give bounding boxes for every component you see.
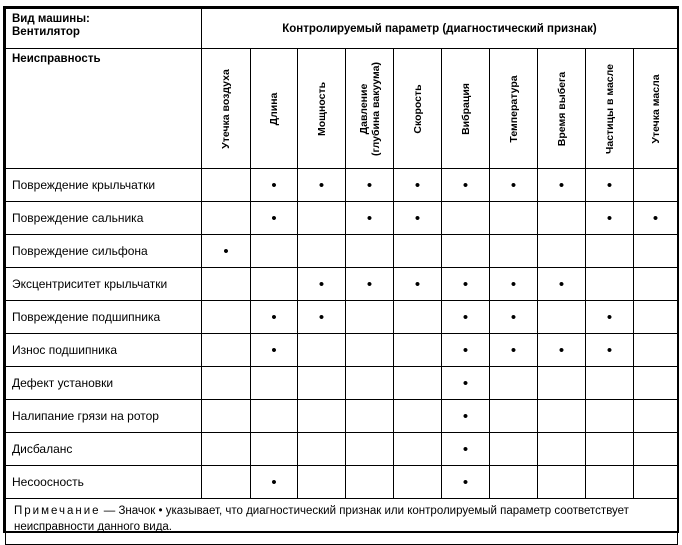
empty-cell (346, 334, 394, 367)
mark-dot: • (442, 433, 490, 466)
mark-dot: • (442, 400, 490, 433)
fault-label: Повреждение крыльчатки (6, 169, 202, 202)
empty-cell (634, 466, 678, 499)
mark-dot: • (490, 169, 538, 202)
empty-cell (346, 367, 394, 400)
fault-label: Налипание грязи на ротор (6, 400, 202, 433)
param-label-line1: Мощность (315, 81, 328, 136)
fault-label: Износ подшипника (6, 334, 202, 367)
mark-dot: • (251, 301, 298, 334)
empty-cell (538, 466, 586, 499)
fault-row (6, 466, 678, 499)
fault-label: Повреждение сильфона (6, 235, 202, 268)
mark-dot: • (538, 169, 586, 202)
empty-cell (586, 235, 634, 268)
mark-dot: • (394, 268, 442, 301)
empty-cell (346, 235, 394, 268)
param-column-header (394, 49, 442, 169)
mark-dot: • (346, 202, 394, 235)
empty-cell (586, 268, 634, 301)
empty-cell (634, 334, 678, 367)
mark-dot: • (490, 334, 538, 367)
mark-dot: • (394, 169, 442, 202)
param-column-label (220, 69, 232, 149)
empty-cell (346, 400, 394, 433)
empty-cell (202, 400, 251, 433)
machine-type-cell (6, 9, 202, 49)
fault-row (6, 400, 678, 433)
mark-dot: • (586, 301, 634, 334)
param-column-label (508, 75, 520, 142)
empty-cell (586, 433, 634, 466)
mark-dot: • (586, 334, 634, 367)
fault-column-header: Неисправность (6, 49, 202, 169)
empty-cell (634, 301, 678, 334)
empty-cell (538, 400, 586, 433)
mark-dot: • (298, 268, 346, 301)
fault-label: Повреждение подшипника (6, 301, 202, 334)
param-column-label (650, 74, 662, 143)
empty-cell (538, 202, 586, 235)
fault-row (6, 334, 678, 367)
empty-cell (394, 433, 442, 466)
diagnostic-table-frame (3, 6, 679, 533)
empty-cell (346, 301, 394, 334)
machine-type-label: Вид машины: (12, 13, 90, 25)
mark-dot: • (442, 466, 490, 499)
empty-cell (298, 235, 346, 268)
mark-dot: • (586, 169, 634, 202)
fault-row (6, 433, 678, 466)
machine-type-value: Вентилятор (12, 26, 80, 38)
fault-label: Дефект установки (6, 367, 202, 400)
mark-dot: • (298, 301, 346, 334)
mark-dot: • (251, 334, 298, 367)
empty-cell (490, 433, 538, 466)
empty-cell (298, 466, 346, 499)
fault-row (6, 367, 678, 400)
empty-cell (634, 169, 678, 202)
empty-cell (202, 169, 251, 202)
param-column-label (358, 62, 382, 156)
param-column-label (412, 84, 424, 133)
empty-cell (298, 367, 346, 400)
empty-cell (490, 400, 538, 433)
empty-cell (394, 235, 442, 268)
param-column-header (202, 49, 251, 169)
empty-cell (634, 433, 678, 466)
empty-cell (202, 466, 251, 499)
fault-row (6, 268, 678, 301)
empty-cell (490, 202, 538, 235)
mark-dot: • (442, 268, 490, 301)
mark-dot: • (298, 169, 346, 202)
footnote-text: — Значок • указывает, что диагностический признак или контролируемый параметр соответствует неисправности данного вида. (14, 505, 629, 533)
param-label-line1: Утечка воздуха (220, 68, 232, 149)
empty-cell (251, 367, 298, 400)
mark-dot: • (202, 235, 251, 268)
fault-label: Повреждение сальника (6, 202, 202, 235)
param-label-line1: Время выбега (555, 71, 568, 146)
empty-cell (442, 202, 490, 235)
empty-cell (490, 466, 538, 499)
empty-cell (202, 301, 251, 334)
empty-cell (394, 301, 442, 334)
param-column-header (251, 49, 298, 169)
empty-cell (298, 400, 346, 433)
mark-dot: • (442, 301, 490, 334)
empty-cell (538, 235, 586, 268)
param-column-header (298, 49, 346, 169)
fault-label: Несоосность (6, 466, 202, 499)
mark-dot: • (490, 301, 538, 334)
empty-cell (251, 235, 298, 268)
empty-cell (251, 400, 298, 433)
empty-cell (442, 235, 490, 268)
empty-cell (394, 466, 442, 499)
diagnostic-table (5, 8, 678, 545)
empty-cell (251, 433, 298, 466)
param-label-line1: Вибрация (459, 82, 472, 135)
fault-row (6, 202, 678, 235)
param-label-line2: (глубина вакуума) (369, 61, 382, 156)
param-column-header (346, 49, 394, 169)
param-label-line1: Утечка масла (649, 73, 662, 144)
empty-cell (202, 367, 251, 400)
param-title: Контролируемый параметр (диагностический признак) (202, 9, 678, 49)
empty-cell (490, 235, 538, 268)
empty-cell (538, 433, 586, 466)
footnote-label: Примечание (14, 505, 101, 517)
param-column-header (442, 49, 490, 169)
param-column-header (586, 49, 634, 169)
empty-cell (298, 202, 346, 235)
empty-cell (586, 367, 634, 400)
empty-cell (346, 433, 394, 466)
empty-cell (634, 235, 678, 268)
param-column-label (604, 63, 616, 153)
mark-dot: • (634, 202, 678, 235)
mark-dot: • (346, 268, 394, 301)
param-column-header (538, 49, 586, 169)
empty-cell (634, 268, 678, 301)
mark-dot: • (394, 202, 442, 235)
empty-cell (634, 367, 678, 400)
fault-row (6, 235, 678, 268)
fault-label: Дисбаланс (6, 433, 202, 466)
empty-cell (490, 367, 538, 400)
empty-cell (298, 433, 346, 466)
param-label-line1: Давление (357, 83, 370, 134)
mark-dot: • (251, 202, 298, 235)
empty-cell (202, 202, 251, 235)
mark-dot: • (346, 169, 394, 202)
empty-cell (586, 466, 634, 499)
empty-cell (394, 400, 442, 433)
mark-dot: • (442, 334, 490, 367)
param-column-label (268, 92, 280, 125)
param-label-line1: Длина (268, 92, 280, 125)
empty-cell (202, 433, 251, 466)
empty-cell (202, 268, 251, 301)
empty-cell (346, 466, 394, 499)
mark-dot: • (490, 268, 538, 301)
mark-dot: • (251, 169, 298, 202)
fault-label: Эксцентриситет крыльчатки (6, 268, 202, 301)
empty-cell (298, 334, 346, 367)
fault-row (6, 301, 678, 334)
mark-dot: • (538, 268, 586, 301)
param-column-header (490, 49, 538, 169)
param-column-label (316, 81, 328, 135)
param-column-header (634, 49, 678, 169)
empty-cell (202, 334, 251, 367)
param-label-line1: Температура (507, 74, 520, 143)
param-label-line1: Частицы в масле (603, 63, 616, 154)
empty-cell (538, 367, 586, 400)
mark-dot: • (442, 367, 490, 400)
empty-cell (394, 367, 442, 400)
param-label-line1: Скорость (411, 83, 424, 134)
mark-dot: • (586, 202, 634, 235)
empty-cell (251, 268, 298, 301)
empty-cell (538, 301, 586, 334)
param-column-label (556, 71, 568, 145)
mark-dot: • (442, 169, 490, 202)
fault-row (6, 169, 678, 202)
param-column-label (460, 83, 472, 135)
empty-cell (394, 334, 442, 367)
mark-dot: • (538, 334, 586, 367)
empty-cell (586, 400, 634, 433)
empty-cell (634, 400, 678, 433)
mark-dot: • (251, 466, 298, 499)
